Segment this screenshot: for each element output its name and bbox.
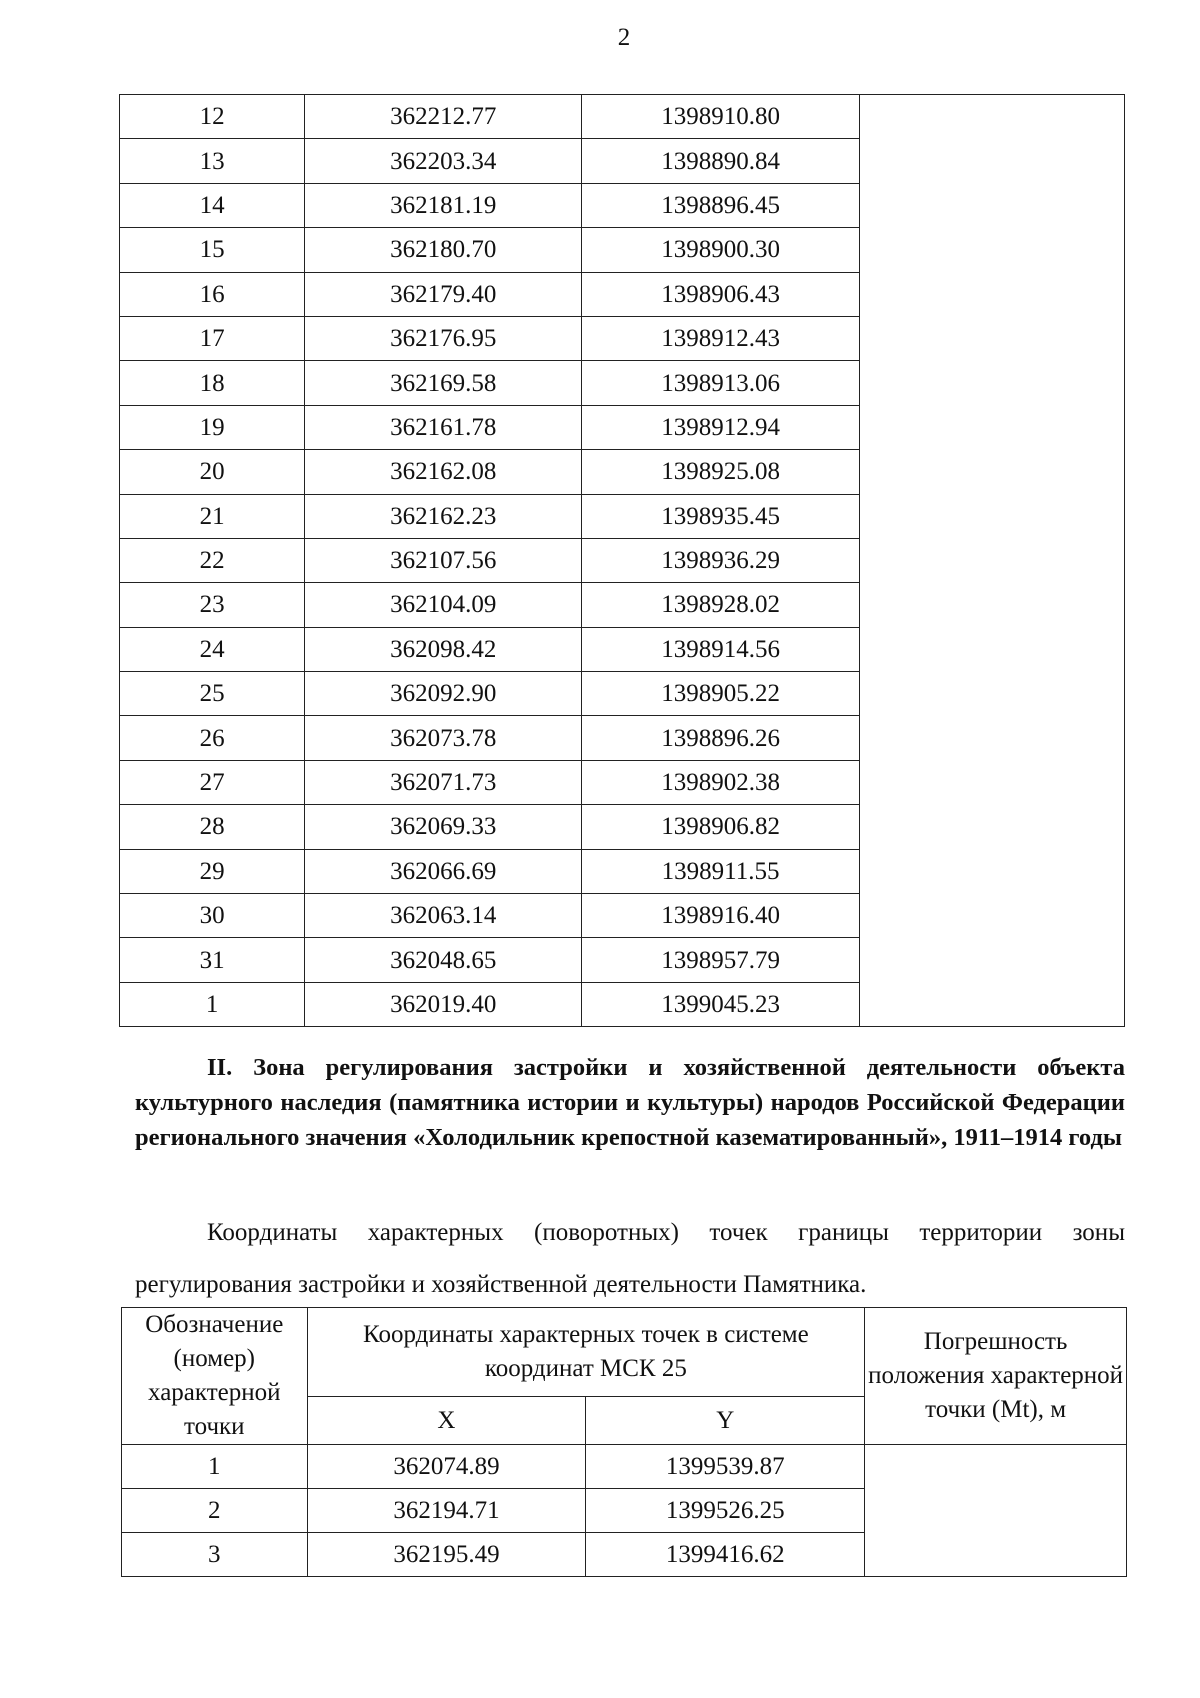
- y-coordinate-cell: 1398935.45: [582, 494, 859, 538]
- x-coordinate-cell: 362194.71: [307, 1489, 586, 1533]
- section-title-text: II. Зона регулирования застройки и хозяйственной деятельности объекта культурного наследия (памятника истории и культуры) народов Российской Федерации регионального значения «Холодильник крепостной казематированный», 1911–1914 годы: [135, 1054, 1125, 1151]
- point-number-cell: 21: [120, 494, 305, 538]
- y-coordinate-cell: 1398936.29: [582, 538, 859, 582]
- point-number-cell: 16: [120, 272, 305, 316]
- point-number-cell: 13: [120, 139, 305, 183]
- point-number-cell: 18: [120, 361, 305, 405]
- y-coordinate-cell: 1398902.38: [582, 760, 859, 804]
- y-coordinate-cell: 1398890.84: [582, 139, 859, 183]
- y-coordinate-cell: 1399045.23: [582, 982, 859, 1026]
- x-coordinate-cell: 362048.65: [305, 938, 582, 982]
- y-coordinate-cell: 1398925.08: [582, 450, 859, 494]
- x-coordinate-cell: 362203.34: [305, 139, 582, 183]
- y-coordinate-cell: 1398928.02: [582, 583, 859, 627]
- point-number-cell: 2: [122, 1489, 308, 1533]
- y-coordinate-cell: 1398905.22: [582, 672, 859, 716]
- y-coordinate-cell: 1398912.43: [582, 316, 859, 360]
- point-number-cell: 15: [120, 228, 305, 272]
- coordinates-table-continued: [119, 94, 1125, 1027]
- x-coordinate-cell: 362074.89: [307, 1445, 586, 1489]
- x-coordinate-cell: 362195.49: [307, 1533, 586, 1577]
- point-number-cell: 31: [120, 938, 305, 982]
- point-number-cell: 26: [120, 716, 305, 760]
- point-number-cell: 22: [120, 538, 305, 582]
- x-coordinate-cell: 362176.95: [305, 316, 582, 360]
- intro-paragraph: [135, 1207, 1125, 1311]
- x-coordinate-cell: 362107.56: [305, 538, 582, 582]
- x-coordinate-cell: 362071.73: [305, 760, 582, 804]
- point-number-cell: 29: [120, 849, 305, 893]
- y-coordinate-cell: 1398896.45: [582, 183, 859, 227]
- y-coordinate-cell: 1399526.25: [586, 1489, 865, 1533]
- point-number-cell: 14: [120, 183, 305, 227]
- header-error: Погрешность положения характерной точки (Mt), м: [865, 1308, 1127, 1445]
- point-number-cell: 23: [120, 583, 305, 627]
- y-coordinate-cell: 1398896.26: [582, 716, 859, 760]
- x-coordinate-cell: 362180.70: [305, 228, 582, 272]
- y-coordinate-cell: 1398913.06: [582, 361, 859, 405]
- x-coordinate-cell: 362161.78: [305, 405, 582, 449]
- point-number-cell: 12: [120, 95, 305, 139]
- point-number-cell: 24: [120, 627, 305, 671]
- y-coordinate-cell: 1398910.80: [582, 95, 859, 139]
- x-coordinate-cell: 362063.14: [305, 894, 582, 938]
- point-number-cell: 20: [120, 450, 305, 494]
- zone-coordinates-table: [121, 1307, 1127, 1577]
- y-coordinate-cell: 1398912.94: [582, 405, 859, 449]
- y-coordinate-cell: 1399416.62: [586, 1533, 865, 1577]
- y-coordinate-cell: 1398906.43: [582, 272, 859, 316]
- coordinates-table-body: [120, 95, 1125, 1027]
- x-coordinate-cell: 362181.19: [305, 183, 582, 227]
- error-column-cell: [859, 95, 1124, 1027]
- point-number-cell: 25: [120, 672, 305, 716]
- y-coordinate-cell: 1398914.56: [582, 627, 859, 671]
- x-coordinate-cell: 362169.58: [305, 361, 582, 405]
- y-coordinate-cell: 1399539.87: [586, 1445, 865, 1489]
- point-number-cell: 19: [120, 405, 305, 449]
- zone-coordinates-table-body: [122, 1445, 1127, 1577]
- point-number-cell: 30: [120, 894, 305, 938]
- point-number-cell: 1: [122, 1445, 308, 1489]
- y-coordinate-cell: 1398911.55: [582, 849, 859, 893]
- header-designation: Обозначение (номер) характерной точки: [122, 1308, 308, 1445]
- x-coordinate-cell: 362066.69: [305, 849, 582, 893]
- x-coordinate-cell: 362162.23: [305, 494, 582, 538]
- page-number: 2: [617, 24, 631, 51]
- header-coordinates: Координаты характерных точек в системе координат МСК 25: [307, 1308, 865, 1397]
- y-coordinate-cell: 1398906.82: [582, 805, 859, 849]
- header-x: X: [307, 1397, 586, 1445]
- error-column-cell: [865, 1445, 1127, 1577]
- point-number-cell: 17: [120, 316, 305, 360]
- point-number-cell: 27: [120, 760, 305, 804]
- x-coordinate-cell: 362092.90: [305, 672, 582, 716]
- header-y: Y: [586, 1397, 865, 1445]
- y-coordinate-cell: 1398900.30: [582, 228, 859, 272]
- table-row: [122, 1445, 1127, 1489]
- point-number-cell: 1: [120, 982, 305, 1026]
- x-coordinate-cell: 362073.78: [305, 716, 582, 760]
- y-coordinate-cell: 1398957.79: [582, 938, 859, 982]
- x-coordinate-cell: 362162.08: [305, 450, 582, 494]
- intro-paragraph-text: Координаты характерных (поворотных) точек границы территории зоны регулирования застройки и хозяйственной деятельности Памятника.: [135, 1219, 1125, 1298]
- section-title: [135, 1050, 1125, 1155]
- x-coordinate-cell: 362019.40: [305, 982, 582, 1026]
- y-coordinate-cell: 1398916.40: [582, 894, 859, 938]
- x-coordinate-cell: 362069.33: [305, 805, 582, 849]
- x-coordinate-cell: 362104.09: [305, 583, 582, 627]
- x-coordinate-cell: 362212.77: [305, 95, 582, 139]
- point-number-cell: 28: [120, 805, 305, 849]
- table-row: [120, 95, 1125, 139]
- x-coordinate-cell: 362179.40: [305, 272, 582, 316]
- x-coordinate-cell: 362098.42: [305, 627, 582, 671]
- point-number-cell: 3: [122, 1533, 308, 1577]
